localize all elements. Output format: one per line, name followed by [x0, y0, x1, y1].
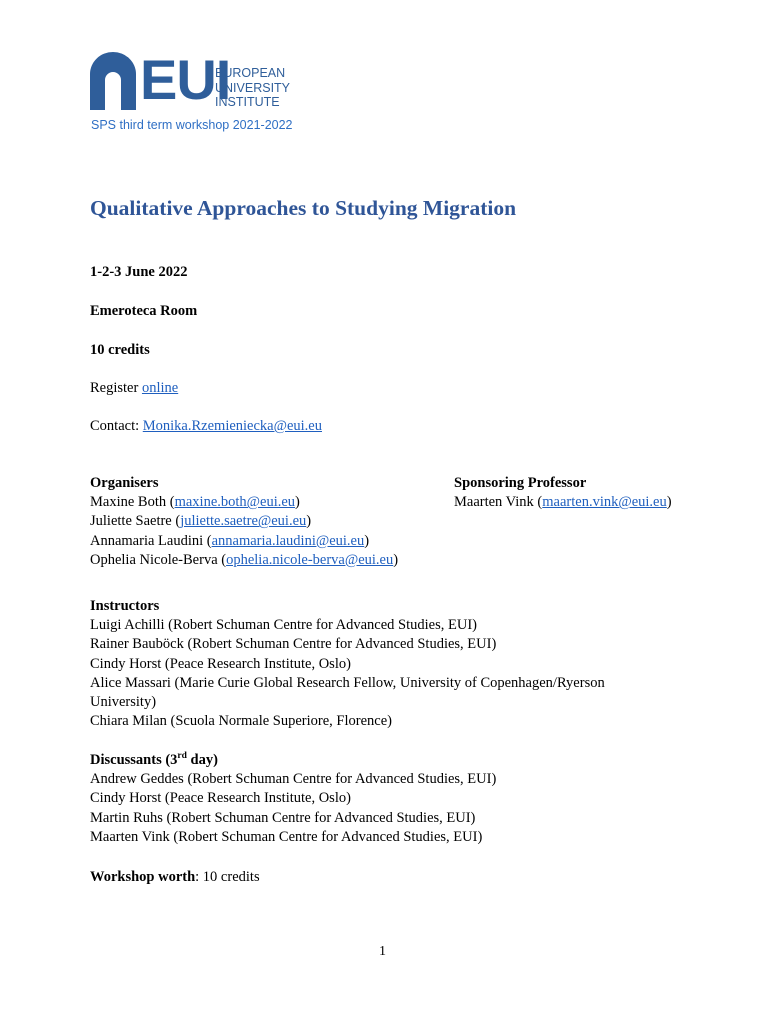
organiser-email-link[interactable]: ophelia.nicole-berva@eui.eu: [226, 551, 394, 568]
instructor-line: Cindy Horst (Peace Research Institute, Oslo): [90, 655, 351, 672]
eui-arch-icon: [90, 52, 136, 110]
organiser-email-link[interactable]: maxine.both@eui.eu: [174, 494, 296, 511]
workshop-subtitle: SPS third term workshop 2021-2022: [91, 118, 293, 132]
paren-close: ): [364, 532, 370, 549]
instructor-line: University): [90, 694, 157, 711]
instructor-line: Luigi Achilli (Robert Schuman Centre for Advanced Studies, EUI): [90, 617, 477, 634]
discussants-heading: [90, 751, 496, 770]
organiser-name: Maxine Both (: [90, 494, 175, 511]
event-credits: 10 credits: [90, 342, 150, 358]
discussant-line: Martin Ruhs (Robert Schuman Centre for Advanced Studies, EUI): [90, 809, 476, 826]
instructor-line: Chiara Milan (Scuola Normale Superiore, Florence): [90, 713, 392, 730]
sponsor-name: Maarten Vink (: [454, 494, 543, 511]
paren-close: ): [295, 494, 300, 511]
organisers-section: [90, 474, 398, 570]
paren-close: ): [306, 513, 312, 530]
organiser-row: [90, 493, 398, 512]
paren-close: ): [666, 494, 672, 511]
page-number: 1: [379, 944, 386, 959]
discussants-section: [90, 751, 496, 847]
discussant-line: Andrew Geddes (Robert Schuman Centre for Advanced Studies, EUI): [90, 771, 497, 788]
contact-line: [90, 417, 322, 435]
logo-wordmark: EUI: [140, 48, 231, 111]
organiser-name: Ophelia Nicole-Berva (: [90, 551, 227, 568]
register-line: [90, 379, 178, 397]
instructors-heading: Instructors: [90, 598, 160, 614]
sponsor-heading: Sponsoring Professor: [454, 475, 587, 491]
organisers-heading: Organisers: [90, 475, 159, 491]
register-label: Register: [90, 380, 142, 396]
sponsor-email-link[interactable]: maarten.vink@eui.eu: [542, 494, 667, 511]
workshop-worth-label: Workshop worth: [90, 869, 196, 885]
sponsor-row: [454, 493, 672, 512]
organiser-row: [90, 512, 398, 531]
discussants-heading-tail: day): [186, 752, 218, 768]
eui-logo: [90, 48, 300, 112]
organiser-name: Annamaria Laudini (: [90, 532, 212, 549]
logo-institution-name: [215, 66, 290, 110]
page-title: Qualitative Approaches to Studying Migration: [90, 196, 517, 220]
discussant-line: Maarten Vink (Robert Schuman Centre for Advanced Studies, EUI): [90, 828, 483, 845]
organiser-name: Juliette Saetre (: [90, 513, 181, 530]
contact-email-link[interactable]: Monika.Rzemieniecka@eui.eu: [142, 418, 322, 434]
workshop-worth-value: : 10 credits: [195, 869, 260, 885]
discussant-line: Cindy Horst (Peace Research Institute, Oslo): [90, 790, 351, 807]
event-date: 1-2-3 June 2022: [90, 264, 188, 280]
discussants-heading-text: Discussants (3: [90, 752, 178, 768]
organiser-row: [90, 551, 398, 570]
workshop-worth: [90, 868, 260, 886]
paren-close: ): [393, 551, 399, 568]
logo-line: EUROPEAN: [215, 66, 286, 80]
instructor-line: Alice Massari (Marie Curie Global Research Fellow, University of Copenhagen/Ryerson: [90, 674, 605, 691]
logo-line: UNIVERSITY: [215, 80, 291, 95]
ordinal-suffix: rd: [177, 751, 187, 762]
organiser-row: [90, 532, 398, 551]
instructors-section: [90, 597, 605, 731]
organiser-email-link[interactable]: juliette.saetre@eui.eu: [180, 513, 307, 530]
logo-line: INSTITUTE: [215, 95, 280, 109]
instructor-line: Rainer Bauböck (Robert Schuman Centre for Advanced Studies, EUI): [90, 636, 497, 653]
sponsor-section: [454, 474, 672, 512]
contact-label: Contact:: [90, 418, 143, 434]
event-room: Emeroteca Room: [90, 303, 198, 319]
register-online-link[interactable]: online: [141, 380, 179, 396]
organiser-email-link[interactable]: annamaria.laudini@eui.eu: [211, 532, 365, 549]
